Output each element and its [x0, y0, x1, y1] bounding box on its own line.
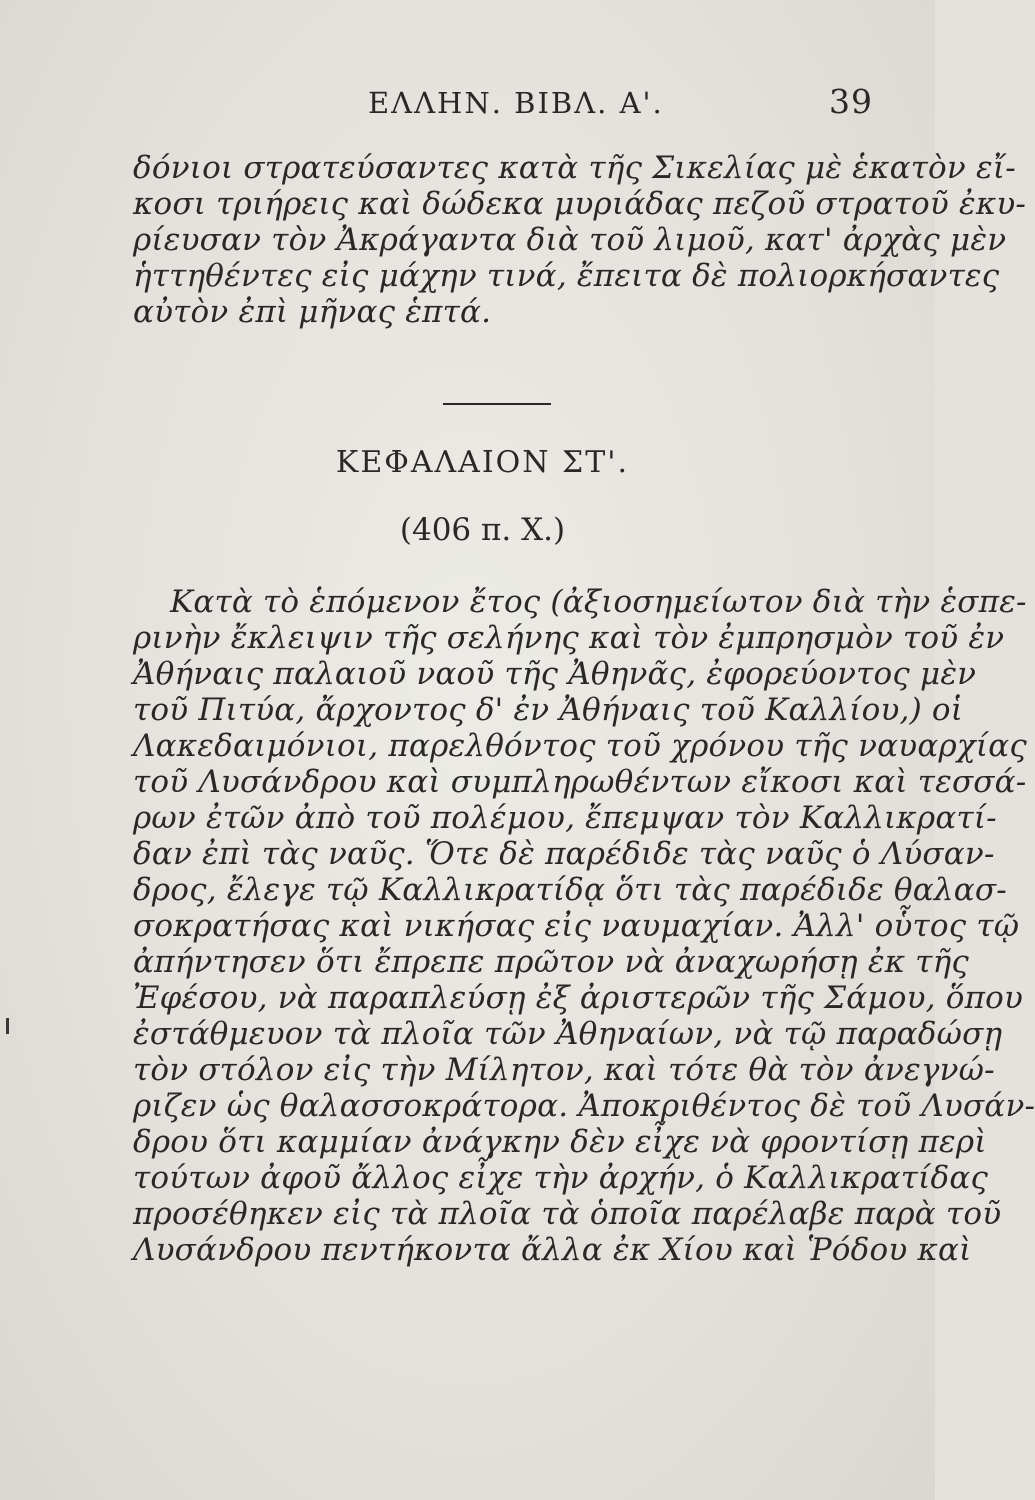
running-head — [0, 80, 935, 124]
text-line: ριζεν ὡς θαλασσοκράτορα. Ἀποκριθέντος δὲ τοῦ Λυσάν- — [133, 1088, 1035, 1124]
text-line: ρίευσαν τὸν Ἀκράγαντα διὰ τοῦ λιμοῦ, κατ' ἀρχὰς μὲν — [133, 222, 1007, 258]
text-line: ρινὴν ἔκλειψιν τῆς σελήνης καὶ τὸν ἐμπρησμὸν τοῦ ἐν — [133, 620, 1005, 656]
chapter-title: ΚΕΦΑΛΑΙΟΝ ΣΤ'. — [335, 445, 630, 480]
text-line: Ἀθήναις παλαιοῦ ναοῦ τῆς Ἀθηνᾶς, ἐφορεύοντος μὲν — [133, 656, 977, 692]
chapter-date: (406 π. Χ.) — [399, 512, 566, 548]
text-line: τοῦ Λυσάνδρου καὶ συμπληρωθέντων εἴκοσι καὶ τεσσά- — [133, 764, 1027, 800]
text-line: δρου ὅτι καμμίαν ἀνάγκην δὲν εἶχε νὰ φροντίσῃ περὶ — [133, 1124, 987, 1160]
text-line: τοῦ Πιτύα, ἄρχοντος δ' ἐν Ἀθήναις τοῦ Καλλίου,) οἱ — [133, 692, 964, 728]
text-line: τὸν στόλον εἰς τὴν Μίλητον, καὶ τότε θὰ τὸν ἀνεγνώ- — [133, 1052, 995, 1088]
text-line: σοκρατήσας καὶ νικήσας εἰς ναυμαχίαν. Ἀλλ' οὗτος τῷ — [133, 908, 1020, 944]
text-line: κοσι τριήρεις καὶ δώδεκα μυριάδας πεζοῦ στρατοῦ ἐκυ- — [133, 186, 1027, 222]
text-line: ἐστάθμευον τὰ πλοῖα τῶν Ἀθηναίων, νὰ τῷ παραδώσῃ — [133, 1016, 1003, 1052]
text-line: δαν ἐπὶ τὰς ναῦς. Ὅτε δὲ παρέδιδε τὰς ναῦς ὁ Λύσαν- — [133, 836, 995, 872]
page-number: 39 — [829, 82, 873, 121]
text-line: Λυσάνδρου πεντήκοντα ἄλλα ἐκ Χίου καὶ Ῥόδου καὶ — [133, 1232, 972, 1268]
page-edge-mark — [6, 1018, 9, 1034]
text-line: Ἐφέσου, νὰ παραπλεύσῃ ἐξ ἀριστερῶν τῆς Σάμου, ὅπου — [133, 980, 1024, 1016]
text-line: ἀπήντησεν ὅτι ἔπρεπε πρῶτον νὰ ἀναχωρήσῃ ἐκ τῆς — [133, 944, 969, 980]
running-title: ΕΛΛΗΝ. ΒΙΒΛ. Α'. — [368, 86, 664, 120]
text-line: προσέθηκεν εἰς τὰ πλοῖα τὰ ὁποῖα παρέλαβε παρὰ τοῦ — [133, 1196, 1002, 1232]
text-line: Λακεδαιμόνιοι, παρελθόντος τοῦ χρόνου τῆς ναυαρχίας — [133, 728, 1027, 764]
text-line: δρος, ἔλεγε τῷ Καλλικρατίδᾳ ὅτι τὰς παρέδιδε θαλασ- — [133, 872, 1007, 908]
text-line: Κατὰ τὸ ἑπόμενον ἔτος (ἀξιοσημείωτον διὰ τὴν ἑσπε- — [170, 584, 1027, 620]
text-line: τούτων ἀφοῦ ἄλλος εἶχε τὴν ἀρχήν, ὁ Καλλικρατίδας — [133, 1160, 989, 1196]
text-line: δόνιοι στρατεύσαντες κατὰ τῆς Σικελίας μὲ ἑκατὸν εἴ- — [133, 150, 1016, 186]
text-line: αὐτὸν ἐπὶ μῆνας ἑπτά. — [133, 294, 492, 330]
text-line: ρων ἐτῶν ἀπὸ τοῦ πολέμου, ἔπεμψαν τὸν Καλλικρατί- — [133, 800, 997, 836]
section-divider — [443, 403, 551, 405]
text-line: ἡττηθέντες εἰς μάχην τινά, ἔπειτα δὲ πολιορκήσαντες — [133, 258, 1000, 294]
